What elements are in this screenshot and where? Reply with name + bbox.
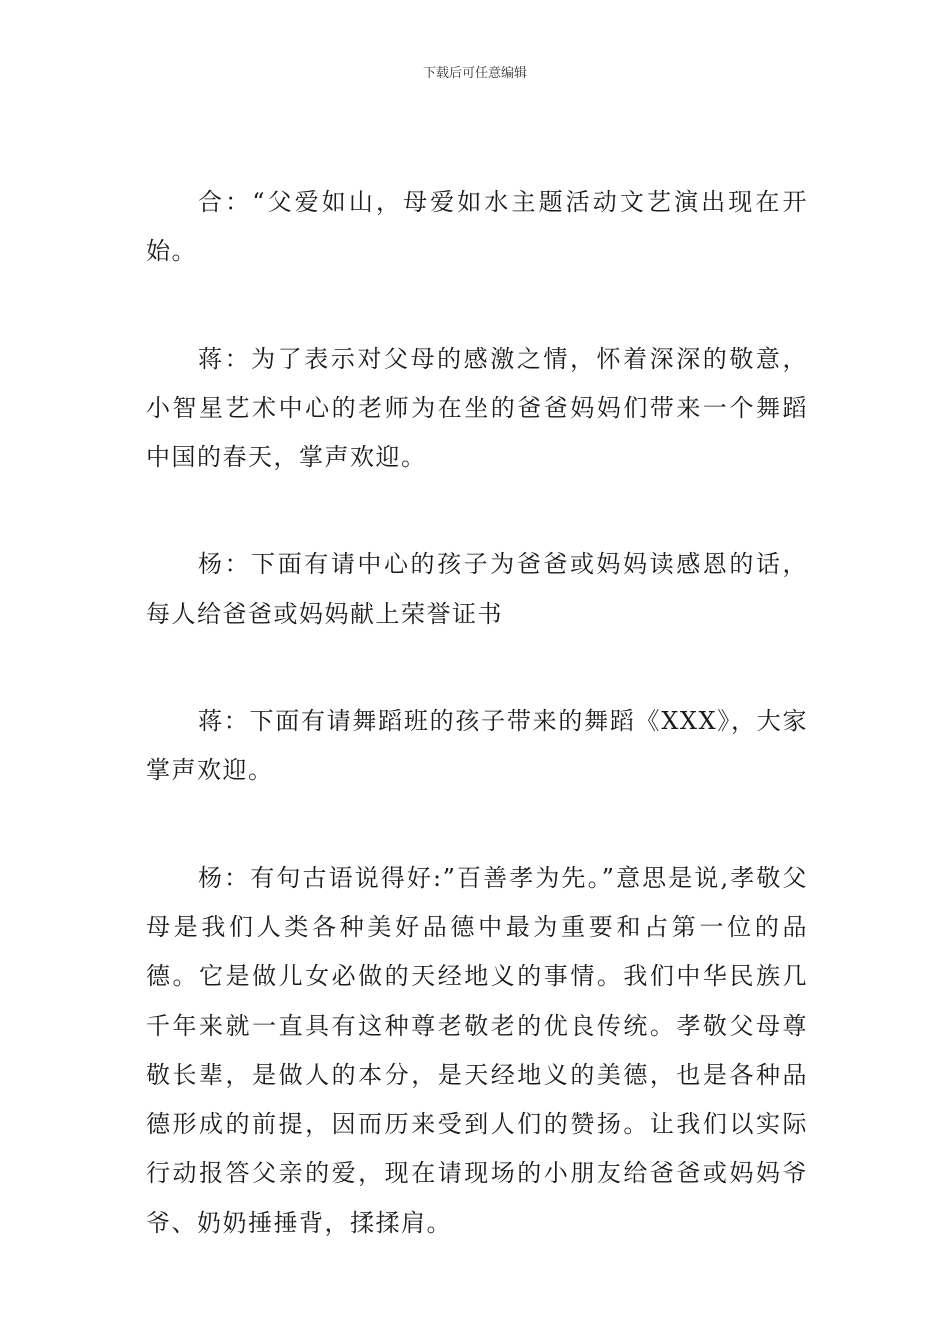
document-body [146,178,808,1306]
page-header: 下载后可任意编辑 [422,66,527,81]
speaker-label: 蒋： [198,707,250,736]
speaker-label: 杨： [198,550,252,579]
paragraph-text: 为了表示对父母的感激之情，怀着深深的敬意，小智星艺术中心的老师为在坐的爸爸妈妈们带来一个舞蹈中国的春天，掌声欢迎。 [146,344,809,472]
paragraph-filial-piety [146,854,808,1248]
paragraph-text: “父爱如山，母爱如水主题活动文艺演出现在开始。 [146,188,808,266]
paragraph-opening [146,178,808,277]
speaker-label: 蒋： [198,344,252,373]
paragraph-thanks-reading [146,540,808,639]
paragraph-text: 下面有请中心的孩子为爸爸或妈妈读感恩的话，每人给爸爸或妈妈献上荣誉证书 [146,550,809,628]
speaker-label: 合： [198,188,253,216]
paragraph-text: 有句古语说得好:”百善孝为先。”意思是说,孝敬父母是我们人类各种美好品德中最为重要和占第一位的品德。它是做儿女必做的天经地义的事情。我们中华民族几千年来就一直具有这种尊老敬老的优良传统。孝敬父母尊敬长辈，是做人的本分，是天经地义的美德，也是各种品德形成的前提，因而历来受到人们的赞扬。让我们以实际行动报答父亲的爱，现在请现场的小朋友给爸爸或妈妈爷爷、奶奶捶捶背，揉揉肩。 [146,863,808,1237]
paragraph-dance-class [146,697,808,796]
paragraph-dance-intro [146,335,808,483]
paragraph-text: 下面有请舞蹈班的孩子带来的舞蹈《XXX》，大家掌声欢迎。 [146,707,808,785]
speaker-label: 杨： [198,863,251,892]
